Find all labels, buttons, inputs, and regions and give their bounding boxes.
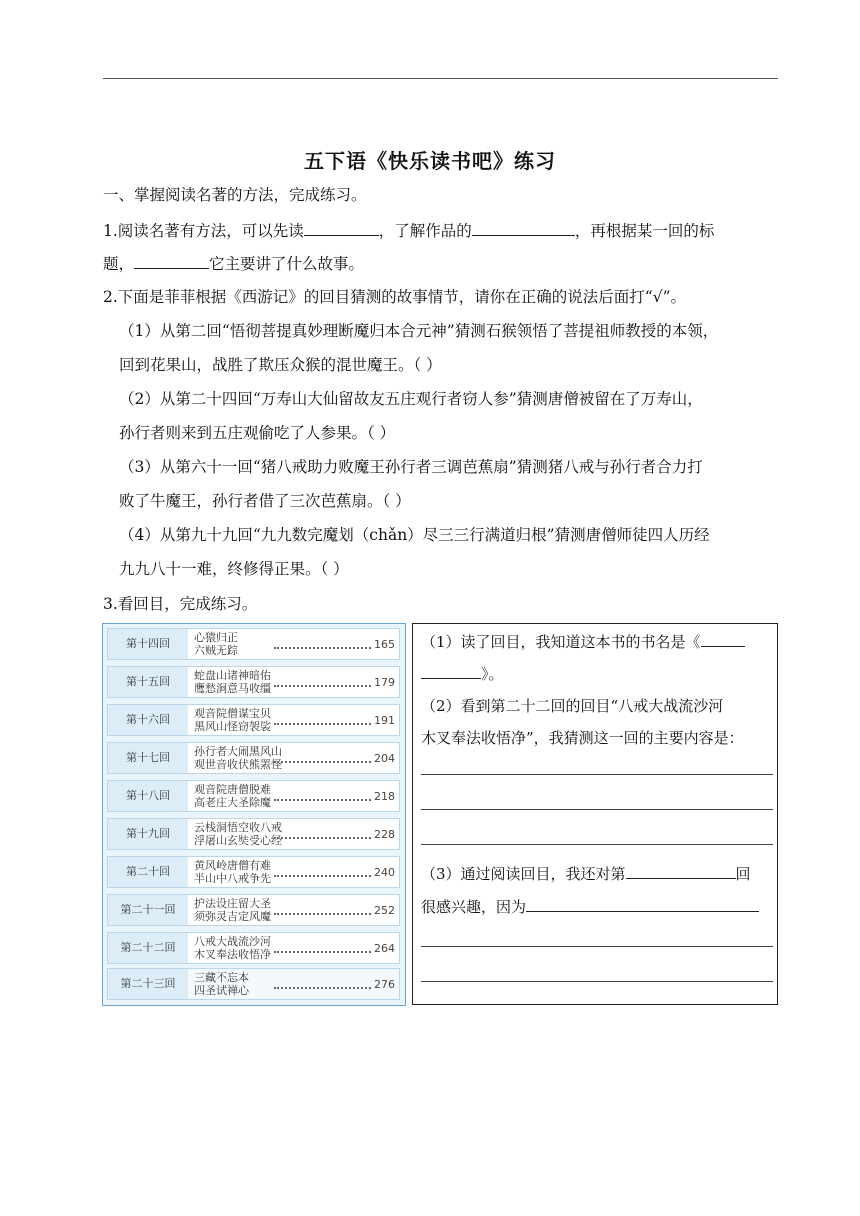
page-number: 165 — [374, 638, 395, 651]
a2-answer-line-2[interactable] — [421, 809, 773, 810]
q2-item-2-line-1: （2）从第二十四回“万寿山大仙留故友五庄观行者窃人参”猜测唐僧被留在了万寿山， — [119, 390, 703, 408]
chapter-title-line-1: 心猿归正 — [194, 631, 238, 644]
q1-blank-2[interactable] — [472, 219, 575, 236]
chapter-title-line-1: 孙行者大闹黑风山 — [194, 745, 282, 758]
leader-dots — [274, 799, 371, 801]
toc-row — [107, 856, 400, 888]
a1-line-1 — [421, 630, 745, 652]
a2-answer-line-3[interactable] — [421, 844, 773, 845]
chapter-title-line-1: 八戒大战流沙河 — [194, 935, 271, 948]
chapter-number: 第二十回 — [108, 857, 188, 887]
page-number: 191 — [374, 714, 395, 727]
toc-row — [107, 932, 400, 964]
toc-row — [107, 628, 400, 660]
q2-item-4-line-1: （4）从第九十九回“九九数完魔划（chǎn）尽三三行满道归根”猜测唐僧师徒四人历经 — [119, 526, 710, 544]
chapter-title-line-2: 须弥灵吉定风魔 — [194, 910, 271, 923]
a3-answer-line-2[interactable] — [421, 981, 773, 982]
q1-text-c: ，再根据某一回的标 — [574, 222, 715, 240]
toc-row — [107, 818, 400, 850]
page-number: 228 — [374, 828, 395, 841]
leader-dots — [274, 761, 371, 763]
toc-row — [107, 666, 400, 698]
question-1-line-1 — [103, 219, 714, 241]
chapter-number: 第十九回 — [108, 819, 188, 849]
leader-dots — [274, 837, 371, 839]
chapter-title-line-2: 浮屠山玄奘受心经 — [194, 834, 282, 847]
page-number: 204 — [374, 752, 395, 765]
a2-answer-line-1[interactable] — [421, 774, 773, 775]
q1-text-e: 它主要讲了什么故事。 — [209, 255, 365, 273]
toc-row — [107, 894, 400, 926]
chapter-title-line-1: 观音院僧谋宝贝 — [194, 707, 271, 720]
q2-item-3-line-2: 败了牛魔王，孙行者借了三次芭蕉扇。（ ） — [119, 492, 411, 510]
chapter-number: 第二十二回 — [108, 933, 188, 963]
a3-text-c: 很感兴趣，因为 — [421, 898, 527, 916]
chapter-title-line-1: 三藏不忘本 — [194, 971, 249, 984]
q1-text-d: 题， — [103, 255, 135, 273]
q2-item-3-line-1: （3）从第六十一回“猪八戒助力败魔王孙行者三调芭蕉扇”猜测猪八戒与孙行者合力打 — [119, 458, 703, 476]
leader-dots — [274, 723, 371, 725]
a3-text-a: （3）通过阅读回目，我还对第 — [421, 865, 626, 883]
leader-dots — [274, 647, 371, 649]
chapter-title-line-1: 观音院唐僧脱难 — [194, 783, 271, 796]
a1-blank-part1[interactable] — [701, 630, 745, 647]
a2-line-1: （2）看到第二十二回的回目“八戒大战流沙河 — [421, 697, 724, 715]
page-title: 五下语《快乐读书吧》练习 — [304, 149, 556, 173]
toc-row — [107, 704, 400, 736]
q1-blank-3[interactable] — [134, 252, 209, 269]
chapter-title-line-2: 四圣试禅心 — [194, 984, 249, 997]
question-1-line-2 — [103, 252, 364, 274]
header-rule — [103, 78, 778, 79]
page-number: 240 — [374, 866, 395, 879]
q2-item-2-line-2: 孙行者则来到五庄观偷吃了人参果。（ ） — [119, 424, 396, 442]
chapter-title-line-2: 黑风山怪窃袈裟 — [194, 720, 271, 733]
toc-row — [107, 968, 400, 1000]
a1-blank-part2[interactable] — [421, 662, 481, 679]
toc-row — [107, 780, 400, 812]
page-number: 218 — [374, 790, 395, 803]
question-3-stem: 3.看回目，完成练习。 — [103, 595, 258, 613]
q1-blank-1[interactable] — [304, 219, 379, 236]
toc-row — [107, 742, 400, 774]
chapter-number: 第二十三回 — [108, 969, 188, 999]
a3-blank-reason[interactable] — [526, 895, 759, 912]
a3-line-1 — [421, 862, 751, 884]
chapter-title-line-2: 高老庄大圣除魔 — [194, 796, 271, 809]
page-number: 264 — [374, 942, 395, 955]
q2-item-1-line-2: 回到花果山，战胜了欺压众猴的混世魔王。（ ） — [119, 356, 442, 374]
leader-dots — [274, 913, 371, 915]
chapter-title-line-1: 护法设庄留大圣 — [194, 897, 271, 910]
a2-line-2: 木叉奉法收悟净”，我猜测这一回的主要内容是： — [421, 729, 744, 747]
leader-dots — [274, 987, 371, 989]
chapter-title-line-1: 黄风岭唐僧有难 — [194, 859, 271, 872]
q2-item-1-line-1: （1）从第二回“悟彻菩提真妙理断魔归本合元神”猜测石猴领悟了菩提祖师教授的本领， — [119, 322, 719, 340]
chapter-title-line-2: 观世音收伏熊罴怪 — [194, 758, 282, 771]
a1-text-end: 》。 — [481, 665, 504, 683]
chapter-title-line-1: 蛇盘山诸神暗佑 — [194, 669, 271, 682]
a3-text-b: 回 — [735, 865, 751, 883]
chapter-title-line-2: 半山中八戒争先 — [194, 872, 271, 885]
page-number: 179 — [374, 676, 395, 689]
chapter-number: 第十五回 — [108, 667, 188, 697]
a3-answer-line-1[interactable] — [421, 946, 773, 947]
leader-dots — [274, 685, 371, 687]
a3-blank-chapter[interactable] — [626, 862, 736, 879]
q2-item-4-line-2: 九九八十一难，终修得正果。（ ） — [119, 560, 349, 578]
leader-dots — [274, 875, 371, 877]
leader-dots — [274, 951, 371, 953]
chapter-number: 第十四回 — [108, 629, 188, 659]
chapter-title-line-2: 木叉奉法收悟净 — [194, 948, 271, 961]
page-number: 276 — [374, 978, 395, 991]
page-number: 252 — [374, 904, 395, 917]
chapter-number: 第十八回 — [108, 781, 188, 811]
question-2-stem: 2.下面是菲菲根据《西游记》的回目猜测的故事情节，请你在正确的说法后面打“√”。 — [103, 288, 687, 306]
q1-text-a: 1.阅读名著有方法，可以先读 — [103, 222, 304, 240]
table-of-contents-image — [102, 623, 406, 1006]
chapter-number: 第十六回 — [108, 705, 188, 735]
a1-text: （1）读了回目，我知道这本书的书名是《 — [421, 633, 701, 651]
chapter-title-line-2: 六贼无踪 — [194, 644, 238, 657]
a1-line-2 — [421, 662, 504, 684]
q1-text-b: ，了解作品的 — [378, 222, 472, 240]
a3-line-2 — [421, 895, 759, 917]
section-heading: 一、掌握阅读名著的方法，完成练习。 — [103, 186, 367, 204]
chapter-title-line-2: 鹰愁涧意马收缰 — [194, 682, 271, 695]
answer-box — [412, 623, 778, 1005]
chapter-title-line-1: 云栈洞悟空收八戒 — [194, 821, 282, 834]
chapter-number: 第二十一回 — [108, 895, 188, 925]
chapter-number: 第十七回 — [108, 743, 188, 773]
